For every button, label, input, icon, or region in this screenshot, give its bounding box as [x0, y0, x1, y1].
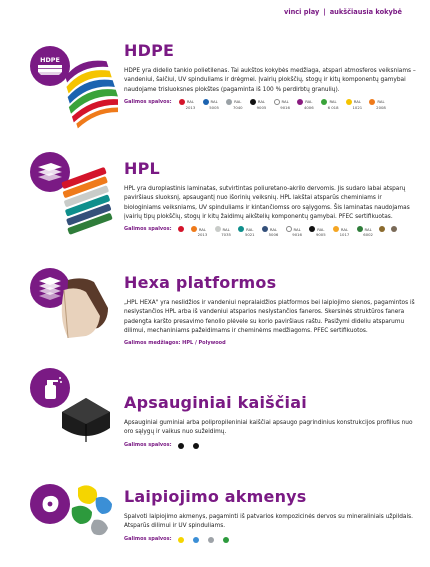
color-swatch [345, 99, 363, 110]
ral-label: RAL [364, 226, 372, 232]
color-swatch [332, 226, 350, 237]
ral-code: 6002 [363, 232, 373, 238]
ral-code: 1017 [339, 232, 350, 238]
color-dot [191, 226, 197, 232]
color-swatch [178, 99, 196, 110]
color-swatch [272, 99, 290, 110]
hdpe-content [124, 42, 416, 110]
hdpe-shoe-samples-icon [28, 42, 118, 132]
color-swatch [368, 99, 386, 110]
color-dot [203, 99, 209, 105]
color-dot [369, 99, 375, 105]
hexa-description: „HPL HEXA" yra neslidžios ir vandeniui nepralaidžios platformos bei laipiojimo sienos, pagamintos iš neslystančios HPL arba iš vandeniui atsparios neslystančios faneros. Skersinės struktūros fanera padengta karšto presavimo fenolio plėvele su korio paviršiaus raštu. Pasižymi dideliu atsparumu dilimui, mechaniniams pažeidimams ir cheminėms medžiagoms. PFEC sertifikuotos. [124, 300, 415, 334]
header-separator: | [323, 8, 326, 16]
hpl-description: HPL yra duroplastinis laminatas, sutvirtintas poliuretano-akrilo dervomis. Jis sudaro labai atsparų paviršiaus sluoksnį, apsaugantį nuo išorinių veiksnių. HPL lakštai atsparūs cheminiams ir biologiniams veiksniams, UV spinduliams ir kintančiomss oro sąlygoms. Šis laminatas naudojamas įvairių tipų plokščių, stogų ir kitų žaidimų aikštelių komponentų gamybai. PFEC sertifikuotas. [124, 186, 410, 220]
color-swatch [379, 226, 385, 237]
color-dot [223, 537, 229, 543]
ral-label: RAL [198, 226, 207, 232]
color-swatch [261, 226, 279, 237]
hdpe-title: HDPE [124, 41, 175, 60]
hdpe-swatches [178, 99, 392, 110]
ral-label: RAL [186, 99, 195, 105]
hexa-content [124, 274, 416, 347]
brand-name: vinci play [284, 8, 320, 16]
ral-label: RAL [340, 226, 349, 232]
hexa-section [28, 262, 418, 370]
color-dot [178, 226, 184, 232]
holds-title: Laipiojimo akmenys [124, 487, 307, 506]
color-dot [333, 226, 339, 232]
hdpe-description: HDPE yra didelio tankio polietilenas. Tai aukštos kokybės medžiaga, atspari atmosferos veiksniams – vandeniui, šalčiui, UV spinduliams ir drėgmei. Įvairių plokščių, stogų ir kitų komponentų gamybai naudojame trisluoksnes plokštes (pagaminta iš 100 % perdirbtų granulių). [124, 68, 416, 93]
hdpe-colors-label: Galimos spalvos: [124, 98, 172, 105]
color-swatch [355, 226, 373, 237]
color-dot [179, 99, 185, 105]
page-header [284, 8, 402, 16]
color-dot [193, 537, 199, 543]
ral-label: RAL [222, 226, 230, 232]
ral-code: 5005 [209, 104, 219, 110]
ral-label: RAL [377, 99, 385, 105]
color-swatch [249, 99, 267, 110]
color-swatch [308, 226, 326, 237]
color-swatch [391, 226, 397, 237]
header-tagline: aukščiausia kokybė [329, 8, 402, 16]
color-dot [178, 537, 184, 543]
color-dot [309, 226, 315, 232]
color-dot [208, 537, 214, 543]
plugs-description: Apsauginiai guminiai arba polipropileniniai kaiščiai apsaugo pagrindinius konstrukcijos profilius nuo oro sąlygų ir vaikus nuo sužeidimų. [124, 420, 413, 436]
hpl-illustration [28, 152, 118, 242]
plugs-swatches [178, 442, 208, 449]
hpl-colors-label: Galimos spalvos: [124, 226, 172, 233]
color-dot [297, 99, 303, 105]
color-swatch [213, 226, 231, 237]
plugs-content [124, 394, 416, 449]
ral-code: 2013 [185, 104, 196, 110]
hpl-section [28, 152, 418, 262]
hpl-content [124, 160, 416, 237]
color-dot [286, 226, 292, 232]
ral-label: RAL [305, 99, 313, 105]
plugs-title: Apsauginiai kaiščiai [124, 393, 307, 412]
ral-code: 6 018 [327, 104, 339, 110]
ral-label: RAL [269, 226, 278, 232]
ral-label: RAL [353, 99, 361, 105]
hexa-materials-label: Galimos medžiagos: HPL / Polywood [124, 340, 226, 347]
hexa-panel-icon [28, 262, 118, 352]
hdpe-badge-text: HDPE [40, 56, 60, 64]
color-dot [391, 226, 397, 232]
color-swatch [178, 226, 184, 237]
holds-illustration [28, 468, 118, 558]
color-dot [178, 443, 184, 449]
color-dot [215, 226, 221, 232]
ral-code: 5021 [244, 232, 255, 238]
color-swatch [190, 226, 208, 237]
holds-colors-label: Galimos spalvos: [124, 535, 172, 542]
holds-samples-icon [28, 468, 118, 558]
ral-code: 5006 [268, 232, 279, 238]
ral-label: RAL [210, 99, 218, 105]
color-dot [321, 99, 327, 105]
ral-label: RAL [246, 226, 254, 232]
plugs-colors-row [124, 442, 416, 449]
holds-section [28, 468, 418, 560]
color-swatch [225, 99, 243, 110]
hexa-title: Hexa platformos [124, 273, 277, 292]
color-swatch [284, 226, 302, 237]
color-dot [238, 226, 244, 232]
hpl-samples-icon [28, 152, 118, 242]
ral-code: 1021 [352, 104, 363, 110]
color-dot [193, 443, 199, 449]
ral-code: 9005 [256, 104, 267, 110]
ral-label: RAL [317, 226, 325, 232]
color-dot [274, 99, 280, 105]
color-dot [262, 226, 268, 232]
holds-description: Spalvoti laipiojimo akmenys, pagaminti iš patvarios kompozicinės dervos su mineraliniais užpildais. Atsparūs dilimui ir UV spinduliams. [124, 514, 413, 530]
color-dot [379, 226, 385, 232]
hexa-materials-row [124, 340, 416, 347]
hpl-swatches [178, 226, 403, 237]
ral-code: 9016 [292, 232, 302, 238]
plugs-colors-label: Galimos spalvos: [124, 441, 172, 448]
color-dot [357, 226, 363, 232]
holds-content [124, 488, 416, 543]
hexa-illustration [28, 262, 118, 352]
hpl-colors-row [124, 226, 416, 237]
holds-colors-row [124, 536, 416, 543]
ral-code: 4006 [303, 104, 314, 110]
holds-swatches [178, 536, 238, 543]
ral-code: 9005 [315, 232, 326, 238]
ral-label: RAL [281, 99, 289, 105]
ral-label: RAL [329, 99, 337, 105]
plug-cap-icon [28, 368, 118, 458]
color-dot [346, 99, 352, 105]
ral-code: 7040 [232, 104, 243, 110]
color-swatch [320, 99, 339, 110]
ral-code: 2013 [197, 232, 208, 238]
hdpe-section [28, 42, 418, 152]
plugs-illustration [28, 368, 118, 458]
color-dot [226, 99, 232, 105]
plugs-section [28, 368, 418, 468]
hdpe-colors-row [124, 99, 416, 110]
ral-label: RAL [257, 99, 266, 105]
ral-label: RAL [234, 99, 242, 105]
hpl-title: HPL [124, 159, 160, 178]
ral-label: RAL [293, 226, 301, 232]
color-swatch [201, 99, 219, 110]
hdpe-illustration [28, 42, 118, 132]
ral-code: 7035 [221, 232, 231, 238]
color-swatch [237, 226, 255, 237]
color-dot [250, 99, 256, 105]
ral-code: 9016 [280, 104, 290, 110]
ral-code: 2008 [376, 104, 386, 110]
color-swatch [296, 99, 314, 110]
